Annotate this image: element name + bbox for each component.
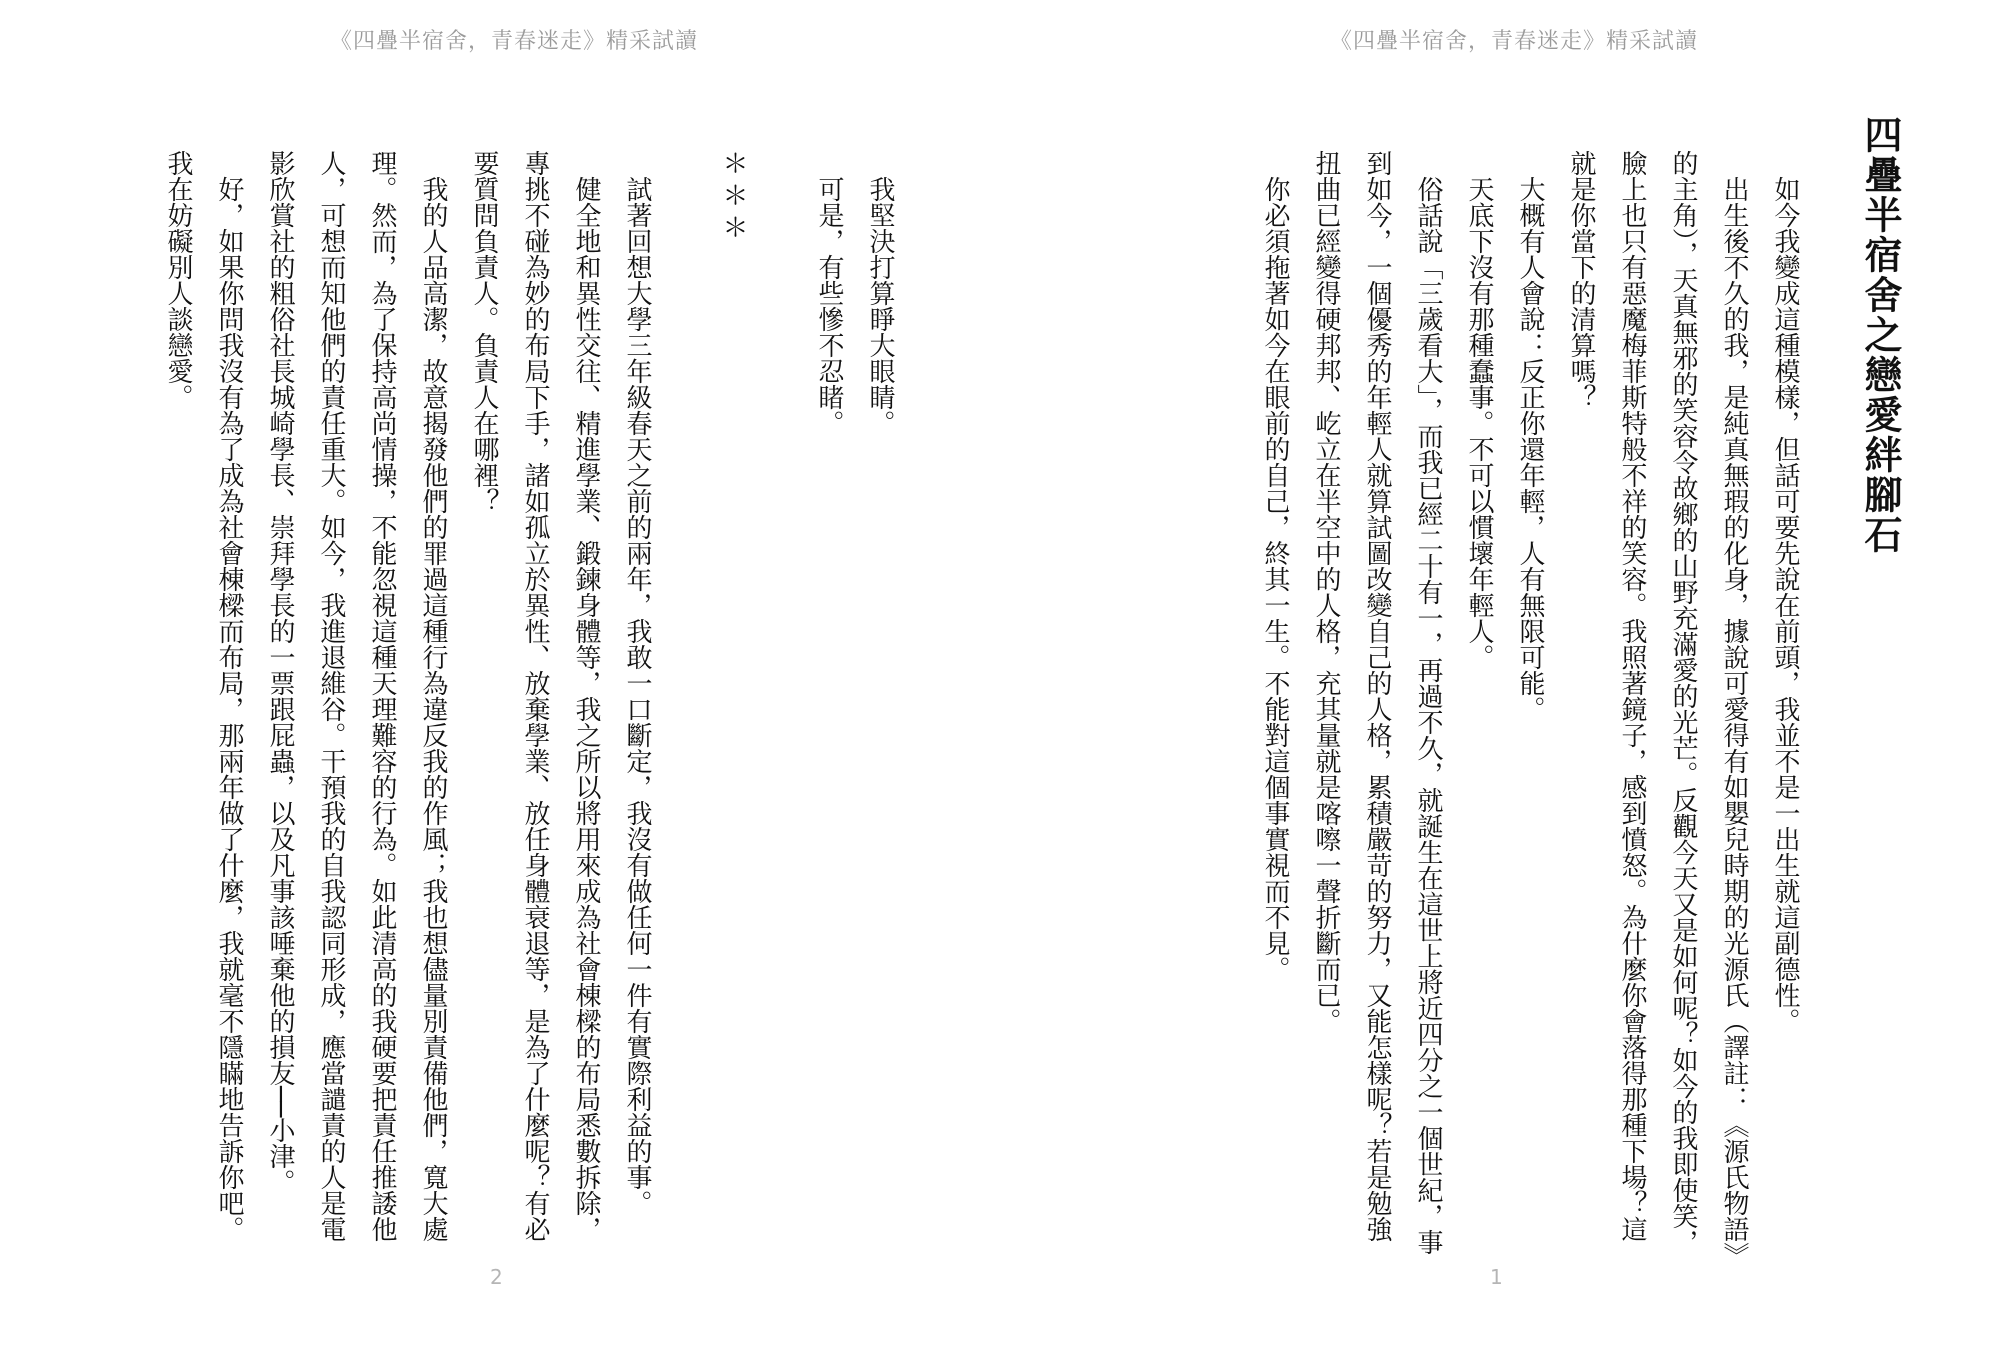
paragraph: 你必須拖著如今在眼前的自己，終其一生。不能對這個事實視而不見。 bbox=[1260, 176, 1290, 982]
paragraph: 試著回想大學三年級春天之前的兩年，我敢一口斷定，我沒有做任何一件有實際利益的事。 bbox=[622, 176, 652, 1216]
paragraph: 可是，有些慘不忍睹。 bbox=[814, 176, 844, 436]
page-number: 1 bbox=[1490, 1265, 1503, 1289]
page-number: 2 bbox=[490, 1265, 503, 1289]
paragraph: 出生後不久的我，是純真無瑕的化身，據說可愛得有如嬰兒時期的光源氏（譯註：《源氏物語》的主角），天真無邪的笑容令故鄉的山野充滿愛的光芒。反觀今天又是如何呢？如今的我即使笑，臉上也只有惡魔梅菲斯特般不祥的笑容。我照著鏡子，感到憤怒。為什麼你會落得那種下場？這就是你當下的清算嗎？ bbox=[1566, 150, 1749, 1255]
page-header: 《四疊半宿舍，青春迷走》精采試讀 bbox=[330, 29, 699, 54]
paragraph: 好，如果你問我沒有為了成為社會棟樑而布局，那兩年做了什麼，我就毫不隱瞞地告訴你吧。 bbox=[214, 176, 244, 1242]
paragraph: 我的人品高潔，故意揭發他們的罪過這種行為違反我的作風；我也想儘量別責備他們，寬大處理。然而，為了保持高尚情操，不能忽視這種天理難容的行為。如此清高的我硬要把責任推諉他人，可想而知他們的責任重大。如今，我進退維谷。干預我的自我認同形成，應當譴責的人是電影欣賞社的粗俗社長城崎學長、崇拜學長的一票跟屁蟲，以及凡事該唾棄他的損友──小津。 bbox=[265, 150, 448, 1242]
paragraph: 天底下沒有那種蠢事。不可以慣壞年輕人。 bbox=[1464, 176, 1494, 670]
paragraph: 我在妨礙別人談戀愛。 bbox=[163, 150, 193, 410]
paragraph: 如今我變成這種模樣，但話可要先說在前頭，我並不是一出生就這副德性。 bbox=[1770, 176, 1800, 1034]
chapter-title: 四疊半宿舍之戀愛絆腳石 bbox=[1858, 115, 1903, 555]
right-page bbox=[1000, 0, 2000, 1350]
body-text bbox=[1249, 115, 1910, 1260]
paragraph: 我堅決打算睜大眼睛。 bbox=[865, 176, 895, 436]
section-separator: ＊＊＊ bbox=[718, 150, 748, 246]
paragraph: 大概有人會說：反正你還年輕，人有無限可能。 bbox=[1515, 176, 1545, 722]
page-header: 《四疊半宿舍，青春迷走》精采試讀 bbox=[1330, 29, 1699, 54]
body-text bbox=[152, 150, 905, 1260]
paragraph: 俗話說「三歲看大」，而我已經二十有一，再過不久，就誕生在這世上將近四分之一個世紀，事到如今，一個優秀的年輕人就算試圖改變自己的人格，累積嚴苛的努力，又能怎樣呢？若是勉強扭曲已經變得硬邦邦、屹立在半空中的人格，充其量就是喀嚓一聲折斷而已。 bbox=[1311, 150, 1443, 1255]
paragraph: 健全地和異性交往、精進學業、鍛鍊身體等，我之所以將用來成為社會棟樑的布局悉數拆除，專挑不碰為妙的布局下手，諸如孤立於異性、放棄學業、放任身體衰退等，是為了什麼呢？有必要質問負責人。負責人在哪裡？ bbox=[469, 150, 601, 1242]
